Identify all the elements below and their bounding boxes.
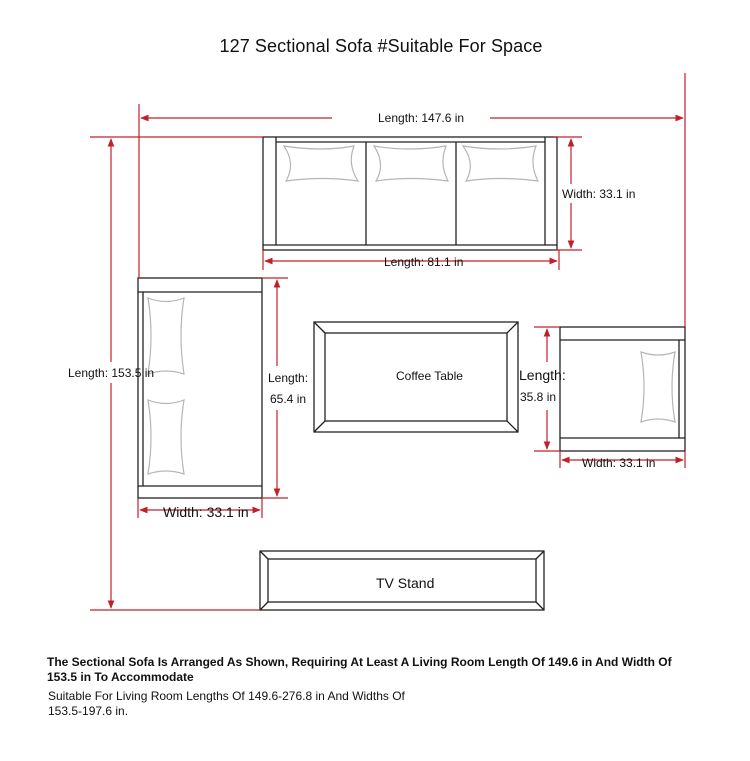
- left-length-label: Length: 153.5 in: [68, 366, 155, 380]
- left-sofa: [138, 278, 262, 498]
- suitability-note: Suitable For Living Room Lengths Of 149.6-276.8 in And Widths Of 153.5-197.6 in.: [48, 689, 405, 718]
- requirement-note: The Sectional Sofa Is Arranged As Shown, Requiring At Least A Living Room Length Of 149.6 in And Width Of 153.5 in To Accommodate: [47, 655, 672, 684]
- chair-width-label: Width: 33.1 in: [582, 456, 656, 470]
- left-sofa-cushions: [148, 298, 184, 474]
- left-width-label: Width: 33.1 in: [163, 504, 249, 520]
- accent-chair: [560, 327, 685, 451]
- coffee-table-label: Coffee Table: [396, 369, 463, 383]
- page-title: 127 Sectional Sofa #Suitable For Space: [219, 36, 543, 56]
- dimension-lines: [90, 73, 685, 610]
- chair-cushion: [641, 352, 675, 422]
- top-width-label: Width: 33.1 in: [562, 187, 636, 201]
- chair-length-label-2: 35.8 in: [520, 390, 557, 404]
- top-sofa-cushions: [284, 146, 538, 181]
- overall-length-label: Length: 147.6 in: [378, 111, 465, 125]
- left-sofa-length-label-1: Length:: [268, 371, 309, 385]
- top-seat-length-label: Length: 81.1 in: [384, 255, 464, 269]
- left-sofa-length-label-2: 65.4 in: [270, 392, 307, 406]
- tv-stand-label: TV Stand: [376, 575, 435, 591]
- chair-length-label-1: Length:: [519, 367, 566, 383]
- top-sofa: [263, 137, 557, 250]
